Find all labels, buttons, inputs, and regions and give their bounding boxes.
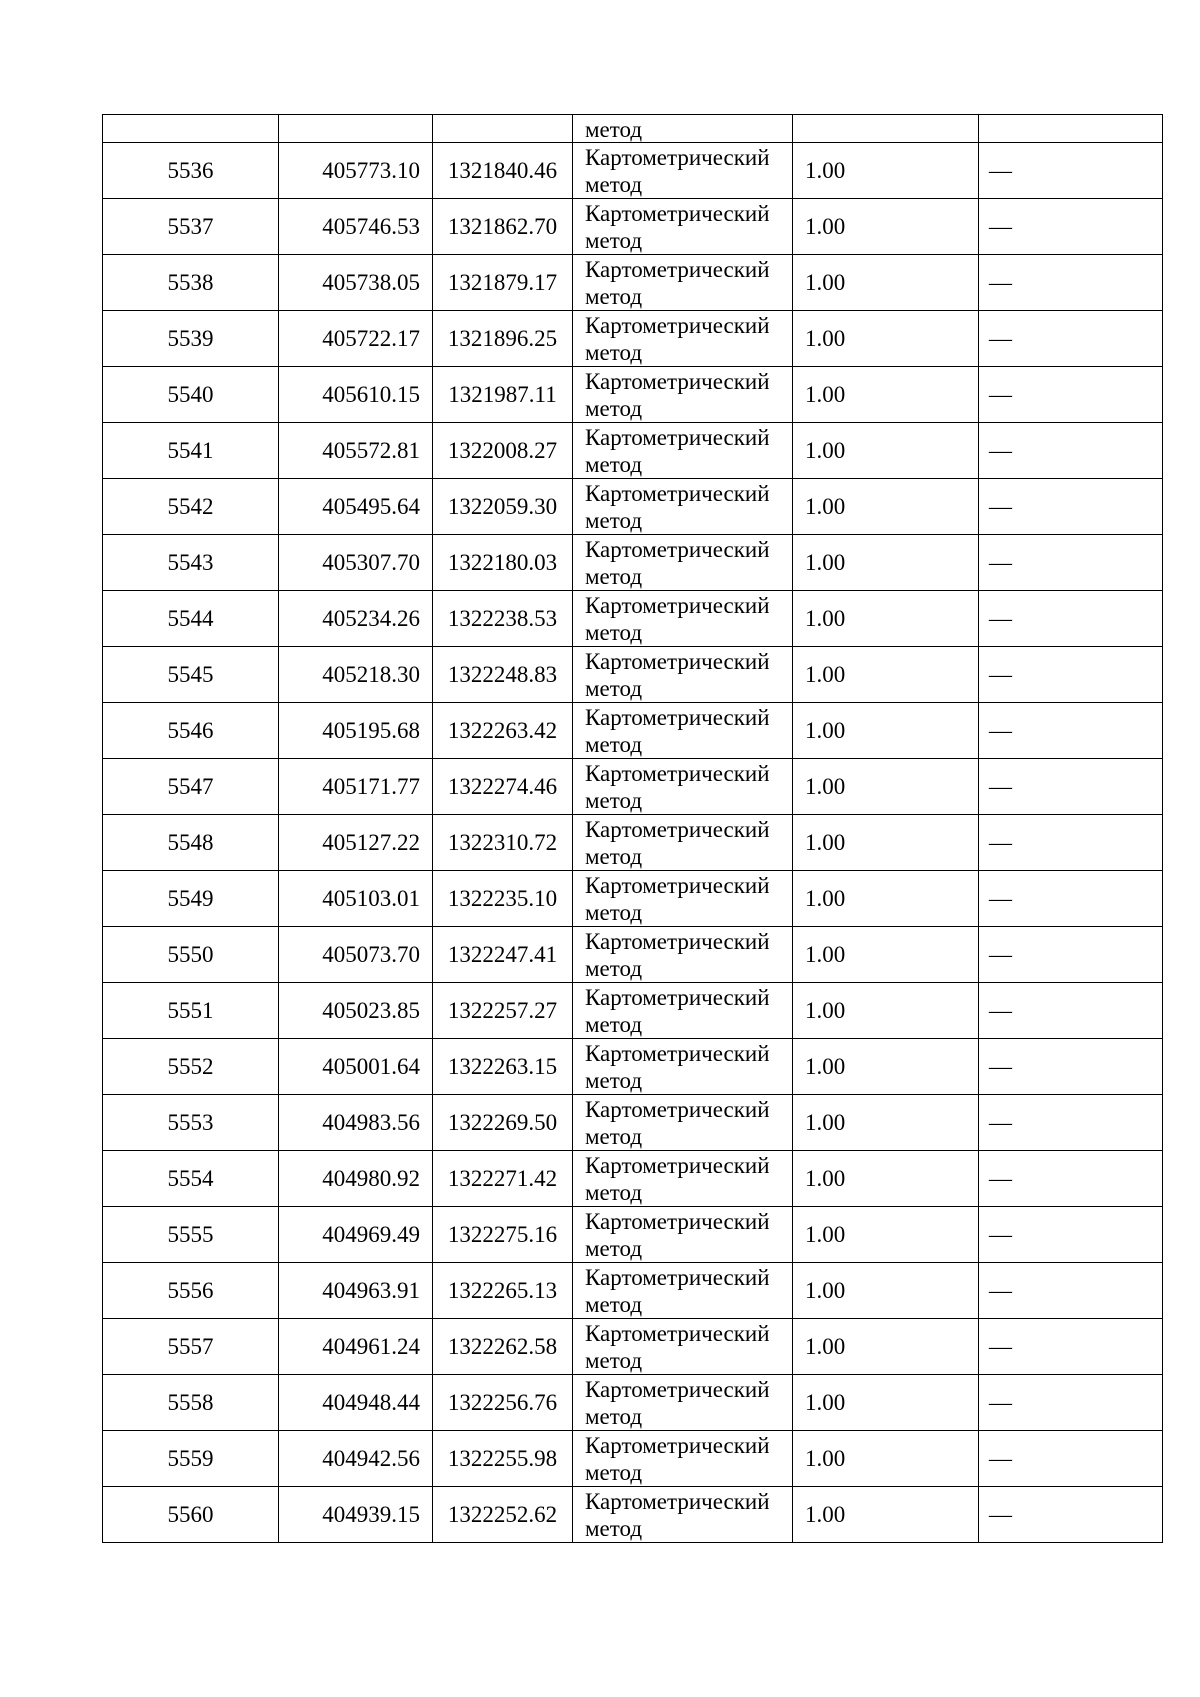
cell-error: 1.00 xyxy=(793,759,979,815)
cell-point-number: 5549 xyxy=(103,871,279,927)
cell-note: — xyxy=(979,759,1163,815)
method-line-1: Картометрический xyxy=(585,984,770,1010)
method-line-1: Картометрический xyxy=(585,256,770,282)
cell-note: — xyxy=(979,199,1163,255)
cell-method xyxy=(573,255,793,311)
table-row xyxy=(103,479,1163,535)
table-row xyxy=(103,367,1163,423)
cell-coordinate-y: 1322274.46 xyxy=(433,759,573,815)
table-row xyxy=(103,591,1163,647)
cell-point-number: 5558 xyxy=(103,1375,279,1431)
method-line-2: метод xyxy=(585,1235,643,1261)
cell-coordinate-x: 405001.64 xyxy=(279,1039,433,1095)
cell-coordinate-x: 405234.26 xyxy=(279,591,433,647)
cell-point-number: 5540 xyxy=(103,367,279,423)
cell-coordinate-y: 1322252.62 xyxy=(433,1487,573,1543)
cell-method xyxy=(573,1151,793,1207)
continuation-row xyxy=(103,115,1163,143)
cell-note: — xyxy=(979,1039,1163,1095)
table-body xyxy=(103,115,1163,1543)
cell-point-number: 5555 xyxy=(103,1207,279,1263)
cell-point-number: 5550 xyxy=(103,927,279,983)
cell-method xyxy=(573,591,793,647)
method-line-2: метод xyxy=(585,1123,643,1149)
cell-coordinate-y: 1322310.72 xyxy=(433,815,573,871)
cell-empty xyxy=(433,115,573,143)
cell-method xyxy=(573,647,793,703)
method-line-1: Картометрический xyxy=(585,760,770,786)
cell-method xyxy=(573,1263,793,1319)
cell-error: 1.00 xyxy=(793,311,979,367)
method-line-2: метод xyxy=(585,171,643,197)
cell-coordinate-y: 1322255.98 xyxy=(433,1431,573,1487)
method-line-2: метод xyxy=(585,731,643,757)
cell-coordinate-x: 404939.15 xyxy=(279,1487,433,1543)
cell-coordinate-y: 1322275.16 xyxy=(433,1207,573,1263)
cell-coordinate-x: 404980.92 xyxy=(279,1151,433,1207)
table-row xyxy=(103,983,1163,1039)
method-line-2: метод xyxy=(585,1291,643,1317)
cell-error: 1.00 xyxy=(793,647,979,703)
cell-error: 1.00 xyxy=(793,1039,979,1095)
cell-coordinate-x: 405023.85 xyxy=(279,983,433,1039)
cell-coordinate-y: 1322256.76 xyxy=(433,1375,573,1431)
table-row xyxy=(103,1263,1163,1319)
cell-coordinate-y: 1322271.42 xyxy=(433,1151,573,1207)
method-line-2: метод xyxy=(585,451,643,477)
method-line-1: Картометрический xyxy=(585,816,770,842)
cell-coordinate-x: 404969.49 xyxy=(279,1207,433,1263)
cell-coordinate-x: 404942.56 xyxy=(279,1431,433,1487)
cell-coordinate-y: 1322263.15 xyxy=(433,1039,573,1095)
cell-method xyxy=(573,1319,793,1375)
table-row xyxy=(103,311,1163,367)
cell-error: 1.00 xyxy=(793,703,979,759)
cell-coordinate-x: 405307.70 xyxy=(279,535,433,591)
coordinates-table xyxy=(102,114,1163,1543)
cell-method xyxy=(573,1487,793,1543)
cell-coordinate-y: 1322263.42 xyxy=(433,703,573,759)
cell-coordinate-y: 1322180.03 xyxy=(433,535,573,591)
cell-point-number: 5560 xyxy=(103,1487,279,1543)
cell-coordinate-y: 1322262.58 xyxy=(433,1319,573,1375)
cell-point-number: 5545 xyxy=(103,647,279,703)
cell-empty xyxy=(979,115,1163,143)
method-line-2: метод xyxy=(585,1011,643,1037)
cell-method xyxy=(573,367,793,423)
cell-coordinate-y: 1322265.13 xyxy=(433,1263,573,1319)
cell-note: — xyxy=(979,983,1163,1039)
method-line-2: метод xyxy=(585,1347,643,1373)
method-line-1: Картометрический xyxy=(585,200,770,226)
cell-coordinate-x: 405738.05 xyxy=(279,255,433,311)
cell-point-number: 5554 xyxy=(103,1151,279,1207)
cell-point-number: 5544 xyxy=(103,591,279,647)
cell-note: — xyxy=(979,815,1163,871)
cell-error: 1.00 xyxy=(793,143,979,199)
cell-point-number: 5547 xyxy=(103,759,279,815)
cell-empty xyxy=(279,115,433,143)
cell-note: — xyxy=(979,591,1163,647)
cell-note: — xyxy=(979,1263,1163,1319)
cell-coordinate-y: 1322269.50 xyxy=(433,1095,573,1151)
cell-note: — xyxy=(979,535,1163,591)
method-line-2: метод xyxy=(585,1179,643,1205)
table-row xyxy=(103,1319,1163,1375)
cell-error: 1.00 xyxy=(793,1095,979,1151)
table-row xyxy=(103,1431,1163,1487)
method-line-2: метод xyxy=(585,787,643,813)
cell-coordinate-x: 405572.81 xyxy=(279,423,433,479)
method-line-2: метод xyxy=(585,1403,643,1429)
method-line-1: Картометрический xyxy=(585,872,770,898)
table-row xyxy=(103,703,1163,759)
method-line-2: метод xyxy=(585,1067,643,1093)
cell-method xyxy=(573,479,793,535)
cell-point-number: 5559 xyxy=(103,1431,279,1487)
table-row xyxy=(103,1151,1163,1207)
method-line-2: метод xyxy=(585,899,643,925)
cell-coordinate-x: 405610.15 xyxy=(279,367,433,423)
cell-error: 1.00 xyxy=(793,255,979,311)
method-line-1: Картометрический xyxy=(585,1488,770,1514)
method-line-1: Картометрический xyxy=(585,424,770,450)
cell-point-number: 5543 xyxy=(103,535,279,591)
method-line-2: метод xyxy=(585,843,643,869)
cell-coordinate-y: 1322238.53 xyxy=(433,591,573,647)
method-line-2: метод xyxy=(585,563,643,589)
method-line-1: Картометрический xyxy=(585,1152,770,1178)
cell-error: 1.00 xyxy=(793,1263,979,1319)
table-row xyxy=(103,1039,1163,1095)
cell-error: 1.00 xyxy=(793,199,979,255)
cell-coordinate-x: 404948.44 xyxy=(279,1375,433,1431)
method-line-2: метод xyxy=(585,1459,643,1485)
table-row xyxy=(103,1207,1163,1263)
cell-error: 1.00 xyxy=(793,1375,979,1431)
cell-point-number: 5539 xyxy=(103,311,279,367)
method-line-2: метод xyxy=(585,955,643,981)
table-row xyxy=(103,759,1163,815)
cell-method xyxy=(573,1375,793,1431)
cell-coordinate-y: 1321862.70 xyxy=(433,199,573,255)
cell-method xyxy=(573,703,793,759)
cell-coordinate-x: 405218.30 xyxy=(279,647,433,703)
cell-error: 1.00 xyxy=(793,815,979,871)
method-line-1: Картометрический xyxy=(585,368,770,394)
cell-coordinate-x: 405773.10 xyxy=(279,143,433,199)
cell-method xyxy=(573,143,793,199)
cell-empty xyxy=(793,115,979,143)
method-line-1: Картометрический xyxy=(585,1096,770,1122)
cell-note: — xyxy=(979,143,1163,199)
method-line-1: Картометрический xyxy=(585,480,770,506)
cell-point-number: 5556 xyxy=(103,1263,279,1319)
cell-coordinate-x: 404983.56 xyxy=(279,1095,433,1151)
method-line-1: Картометрический xyxy=(585,928,770,954)
cell-coordinate-x: 405127.22 xyxy=(279,815,433,871)
cell-method xyxy=(573,1431,793,1487)
cell-method xyxy=(573,983,793,1039)
table-row xyxy=(103,647,1163,703)
cell-coordinate-x: 404963.91 xyxy=(279,1263,433,1319)
cell-coordinate-y: 1321987.11 xyxy=(433,367,573,423)
method-line-1: Картометрический xyxy=(585,648,770,674)
cell-method xyxy=(573,759,793,815)
cell-coordinate-x: 405722.17 xyxy=(279,311,433,367)
cell-error: 1.00 xyxy=(793,367,979,423)
cell-note: — xyxy=(979,927,1163,983)
cell-point-number: 5542 xyxy=(103,479,279,535)
method-line-2: метод xyxy=(585,283,643,309)
cell-method-continuation: метод xyxy=(573,115,793,143)
method-line-1: Картометрический xyxy=(585,1208,770,1234)
cell-coordinate-y: 1321840.46 xyxy=(433,143,573,199)
cell-note: — xyxy=(979,1095,1163,1151)
cell-note: — xyxy=(979,1487,1163,1543)
cell-coordinate-x: 405195.68 xyxy=(279,703,433,759)
cell-empty xyxy=(103,115,279,143)
cell-error: 1.00 xyxy=(793,1487,979,1543)
cell-coordinate-y: 1322247.41 xyxy=(433,927,573,983)
cell-method xyxy=(573,815,793,871)
table-row xyxy=(103,1095,1163,1151)
cell-coordinate-y: 1322248.83 xyxy=(433,647,573,703)
cell-point-number: 5541 xyxy=(103,423,279,479)
cell-note: — xyxy=(979,1431,1163,1487)
cell-error: 1.00 xyxy=(793,1207,979,1263)
method-line-1: Картометрический xyxy=(585,1040,770,1066)
cell-point-number: 5548 xyxy=(103,815,279,871)
cell-method xyxy=(573,871,793,927)
cell-point-number: 5537 xyxy=(103,199,279,255)
cell-note: — xyxy=(979,311,1163,367)
table-row xyxy=(103,1487,1163,1543)
method-line-1: Картометрический xyxy=(585,1432,770,1458)
cell-coordinate-y: 1322257.27 xyxy=(433,983,573,1039)
method-line-2: метод xyxy=(585,227,643,253)
method-line-1: Картометрический xyxy=(585,536,770,562)
cell-note: — xyxy=(979,1207,1163,1263)
cell-note: — xyxy=(979,1375,1163,1431)
cell-note: — xyxy=(979,703,1163,759)
cell-coordinate-x: 405103.01 xyxy=(279,871,433,927)
method-line-1: Картометрический xyxy=(585,1264,770,1290)
cell-error: 1.00 xyxy=(793,1431,979,1487)
cell-coordinate-x: 404961.24 xyxy=(279,1319,433,1375)
cell-coordinate-x: 405495.64 xyxy=(279,479,433,535)
table-row xyxy=(103,1375,1163,1431)
method-line-2: метод xyxy=(585,507,643,533)
cell-error: 1.00 xyxy=(793,535,979,591)
cell-point-number: 5557 xyxy=(103,1319,279,1375)
cell-note: — xyxy=(979,1319,1163,1375)
cell-note: — xyxy=(979,423,1163,479)
method-line-1: Картометрический xyxy=(585,144,770,170)
cell-point-number: 5538 xyxy=(103,255,279,311)
cell-note: — xyxy=(979,647,1163,703)
table-row xyxy=(103,871,1163,927)
method-line-1: Картометрический xyxy=(585,1320,770,1346)
cell-note: — xyxy=(979,1151,1163,1207)
cell-method xyxy=(573,199,793,255)
table-row xyxy=(103,143,1163,199)
method-line-1: Картометрический xyxy=(585,1376,770,1402)
cell-error: 1.00 xyxy=(793,591,979,647)
method-line-2: метод xyxy=(585,339,643,365)
cell-method xyxy=(573,1095,793,1151)
method-line-2: метод xyxy=(585,395,643,421)
cell-error: 1.00 xyxy=(793,983,979,1039)
method-line-2: метод xyxy=(585,675,643,701)
table-row xyxy=(103,815,1163,871)
cell-coordinate-y: 1321879.17 xyxy=(433,255,573,311)
cell-point-number: 5553 xyxy=(103,1095,279,1151)
cell-method xyxy=(573,311,793,367)
cell-coordinate-x: 405073.70 xyxy=(279,927,433,983)
cell-error: 1.00 xyxy=(793,423,979,479)
table-row xyxy=(103,255,1163,311)
table-row xyxy=(103,927,1163,983)
cell-error: 1.00 xyxy=(793,479,979,535)
cell-coordinate-y: 1322008.27 xyxy=(433,423,573,479)
table-row xyxy=(103,535,1163,591)
cell-error: 1.00 xyxy=(793,1151,979,1207)
cell-error: 1.00 xyxy=(793,927,979,983)
cell-error: 1.00 xyxy=(793,1319,979,1375)
method-line-1: Картометрический xyxy=(585,592,770,618)
cell-error: 1.00 xyxy=(793,871,979,927)
method-line-1: Картометрический xyxy=(585,704,770,730)
cell-note: — xyxy=(979,479,1163,535)
table-row xyxy=(103,423,1163,479)
cell-method xyxy=(573,1039,793,1095)
cell-coordinate-y: 1322059.30 xyxy=(433,479,573,535)
table-row xyxy=(103,199,1163,255)
cell-coordinate-x: 405746.53 xyxy=(279,199,433,255)
cell-coordinate-y: 1321896.25 xyxy=(433,311,573,367)
cell-method xyxy=(573,423,793,479)
cell-point-number: 5552 xyxy=(103,1039,279,1095)
cell-coordinate-y: 1322235.10 xyxy=(433,871,573,927)
cell-point-number: 5536 xyxy=(103,143,279,199)
cell-note: — xyxy=(979,871,1163,927)
cell-method xyxy=(573,535,793,591)
cell-point-number: 5546 xyxy=(103,703,279,759)
cell-point-number: 5551 xyxy=(103,983,279,1039)
method-line-2: метод xyxy=(585,1515,643,1541)
cell-method xyxy=(573,927,793,983)
cell-method xyxy=(573,1207,793,1263)
cell-coordinate-x: 405171.77 xyxy=(279,759,433,815)
method-line-1: Картометрический xyxy=(585,312,770,338)
method-line-2: метод xyxy=(585,619,643,645)
cell-note: — xyxy=(979,367,1163,423)
cell-note: — xyxy=(979,255,1163,311)
